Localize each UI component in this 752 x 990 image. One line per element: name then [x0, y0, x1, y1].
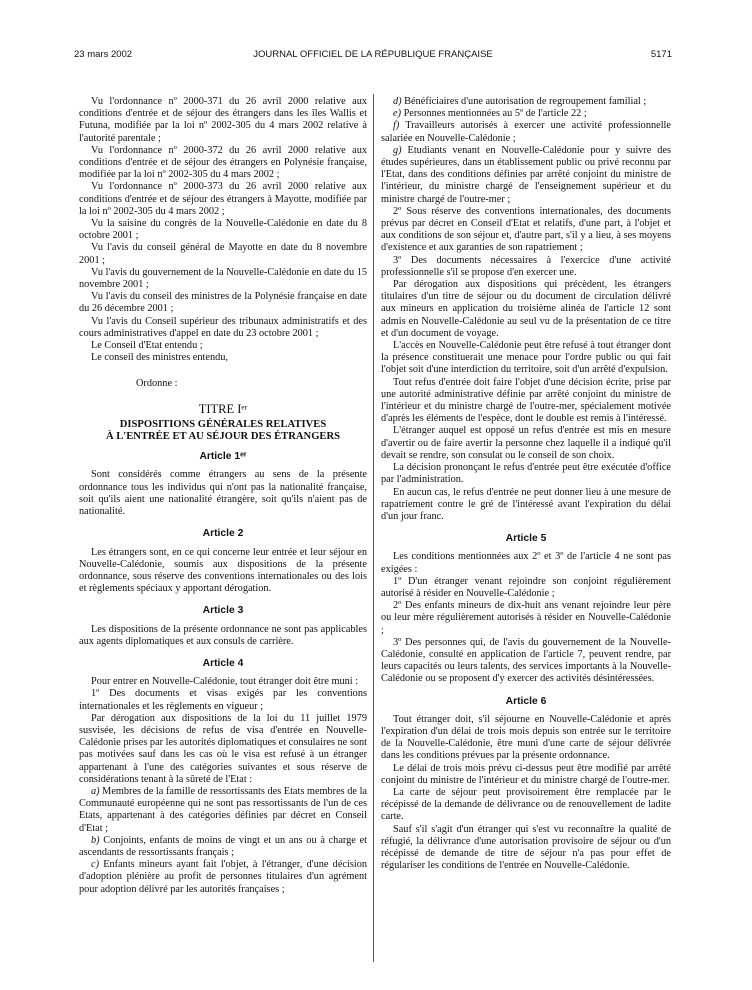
list-item-f [381, 120, 671, 144]
header-date: 23 mars 2002 [74, 49, 133, 60]
article-5-paragraph: 1º D'un étranger venant rejoindre son conjoint régulièrement autorisé à résider en Nouvelle-Calédonie ; [381, 575, 671, 599]
article-4-paragraph: En aucun cas, le refus d'entrée ne peut donner lieu à une mesure de rapatriement contre le gré de l'intéressé avant l'expiration du délai d'un jour franc. [381, 486, 671, 522]
article-5-heading: Article 5 [505, 533, 547, 545]
title-subheading-line: DISPOSITIONS GÉNÉRALES RELATIVES [119, 418, 327, 430]
item-text: Bénéficiaires d'une autorisation de regroupement familial ; [404, 96, 647, 107]
article-4-heading: Article 4 [202, 657, 244, 669]
list-item-g [381, 145, 671, 206]
article-6-paragraph: Tout étranger doit, s'il séjourne en Nouvelle-Calédonie et après l'expiration d'un délai de trois mois depuis son entrée sur le territoire de la Nouvelle-Calédonie, être muni d'une carte de séjour délivrée dans les conditions prévues par la présente ordonnance. [381, 713, 671, 762]
article-1-heading: Article 1ᵉʳ [199, 451, 247, 463]
list-item-d [381, 96, 671, 108]
article-6-paragraph: Sauf s'il s'agit d'un étranger qui s'est vu reconnaître la qualité de réfugié, la délivrance d'une autorisation provisoire de séjour ou d'un récépissé de demande de titre de séjour n'a pas pour effet de régulariser les conditions de l'entrée en Nouvelle-Calédonie. [381, 823, 671, 872]
item-label: b) [91, 834, 100, 846]
journal-title: JOURNAL OFFICIEL DE LA RÉPUBLIQUE FRANÇAISE [253, 49, 493, 60]
article-1-text: Sont considérés comme étrangers au sens de la présente ordonnance tous les individus qui n'ont pas la nationalité française, soit qu'ils aient une nationalité étrangère, soit qu'ils n'aient pas de nationalité. [79, 469, 367, 518]
article-4-paragraph: L'accès en Nouvelle-Calédonie peut être refusé à tout étranger dont la présence constituerait une menace pour l'ordre public ou qui fait l'objet soit d'une interdiction du territoire, soit d'un arrêté d'expulsion. [381, 340, 671, 376]
item-label: c) [91, 859, 99, 871]
item-text: Etudiants venant en Nouvelle-Calédonie pour y suivre des études supérieures, dans un établissement public ou privé reconnu par l'Etat, dans des conditions définies par arrêté conjoint du ministre de l'intérieur, du ministre chargé de l'enseignement supérieur et du ministre chargé de l'outre-mer ; [381, 144, 671, 205]
article-4-paragraph: 2º Sous réserve des conventions internationales, des documents prévus par décret en Conseil d'Etat et relatifs, d'une part, à l'objet et aux conditions de son séjour et, d'autre part, s'il y a lieu, à ses moyens d'existence et aux garanties de son rapatriement ; [381, 205, 671, 254]
article-2-heading: Article 2 [202, 528, 244, 540]
article-4-paragraph: La décision prononçant le refus d'entrée peut être exécutée d'office par l'administration. [381, 462, 671, 486]
article-4-paragraph: Pour entrer en Nouvelle-Calédonie, tout étranger doit être muni : [91, 676, 359, 688]
visa-paragraph: Vu l'avis du conseil des ministres de la Polynésie française en date du 26 décembre 2001 ; [79, 291, 367, 315]
item-text: Personnes mentionnées au 5º de l'article 22 ; [403, 108, 587, 120]
list-item-a [79, 786, 367, 835]
list-item-c [79, 859, 367, 896]
visa-paragraph: Vu la saisine du congrès de la Nouvelle-Calédonie en date du 8 octobre 2001 ; [79, 218, 367, 242]
article-4-paragraph: Par dérogation aux dispositions qui précèdent, les étrangers titulaires d'un titre de séjour ou du document de circulation délivré aux mineurs en application du troisième alinéa de l'article 12 sont admis en Nouvelle-Calédonie au seul vu de la présentation de ce titre et d'un document de voyage. [381, 279, 671, 339]
visa-paragraph: Vu l'ordonnance nº 2000-371 du 26 avril 2000 relative aux conditions d'entrée et de séjour des étrangers dans les îles Wallis et Futuna, modifiée par la loi nº 2002-305 du 4 mars 2002 relative à l'autorité parentale ; [79, 96, 367, 144]
article-4-paragraph: 1º Des documents et visas exigés par les conventions internationales et les règlements en vigueur ; [79, 688, 367, 712]
article-4-paragraph: Par dérogation aux dispositions de la loi du 11 juillet 1979 susvisée, les décisions de refus de visa d'entrée en Nouvelle-Calédonie prises par les autorités diplomatiques et consulaires ne sont pas motivées sauf dans les cas où le visa est refusé à un étranger appartenant à l'une des catégories suivantes et sous réserve de considérations tenant à la sûreté de l'Etat : [79, 712, 367, 785]
item-text: Conjoints, enfants de moins de vingt et un ans ou à charge et ascendants de ressortissants français ; [79, 834, 368, 858]
article-3-text: Les dispositions de la présente ordonnance ne sont pas applicables aux agents diplomatiques et aux consuls de carrière. [79, 623, 367, 647]
titre-heading: TITRE Iᵉʳ [198, 401, 248, 416]
title-subheading [79, 419, 367, 443]
article-4-paragraph: L'étranger auquel est opposé un refus d'entrée est mis en mesure d'avertir ou de faire avertir la personne chez laquelle il a indiqué qu'il devait se rendre, son consulat ou le conseil de son choix. [381, 425, 671, 461]
article-3-heading: Article 3 [202, 605, 244, 617]
visa-paragraph: Vu l'ordonnance nº 2000-373 du 26 avril 2000 relative aux conditions d'entrée et de séjour des étrangers à Mayotte, modifiée par la loi nº 2002-305 du 4 mars 2002 ; [79, 181, 367, 217]
article-5-paragraph: 3º Des personnes qui, de l'avis du gouvernement de la Nouvelle-Calédonie, consulté en application de l'article 7, peuvent rendre, par leurs capacités ou leurs talents, des services importants à la Nouvelle-Calédonie ou se proposent d'y exercer des activités désintéressées. [381, 636, 671, 685]
list-item-b [79, 835, 367, 859]
visa-paragraph: Vu l'avis du Conseil supérieur des tribunaux administratifs et des cours administratives d'appel en date du 23 octobre 2001 ; [79, 315, 367, 339]
article-2-text: Les étrangers sont, en ce qui concerne leur entrée et leur séjour en Nouvelle-Calédonie, soumis aux dispositions de la présente ordonnance, sous réserve des conventions internationales ou des lois et règlements spéciaux y apportant dérogation. [79, 546, 367, 595]
article-4-paragraph: 3º Des documents nécessaires à l'exercice d'une activité professionnelle s'il se propose d'en exercer une. [381, 254, 671, 278]
item-label: a) [91, 785, 100, 797]
item-text: Enfants mineurs ayant fait l'objet, à l'étranger, d'une décision d'adoption plénière au profit de personnes titulaires d'un agrément pour adoption délivré par les autorités françaises ; [79, 859, 367, 895]
article-5-paragraph: 2º Des enfants mineurs de dix-huit ans venant rejoindre leur père ou leur mère régulièrement autorisés à résider en Nouvelle-Calédonie ; [381, 600, 671, 636]
right-column [381, 96, 671, 872]
item-text: Membres de la famille de ressortissants des Etats membres de la Communauté européenne qui ne sont pas ressortissants de l'un de ces Etats, appartenant à des catégories définies par décret en Conseil d'Etat ; [79, 785, 367, 834]
page-number: 5171 [650, 49, 672, 60]
article-5-paragraph: Les conditions mentionnées aux 2º et 3º de l'article 4 ne sont pas exigées : [381, 551, 671, 575]
visa-paragraph: Le Conseil d'Etat entendu ; [91, 340, 203, 352]
ordonne-label: Ordonne : [136, 378, 178, 390]
visa-paragraph: Vu l'ordonnance nº 2000-372 du 26 avril 2000 relative aux conditions d'entrée et de séjour des étrangers en Polynésie française, modifiée par la loi nº 2002-305 du 4 mars 2002 ; [79, 144, 367, 181]
visa-paragraph: Le conseil des ministres entendu, [91, 352, 228, 364]
column-divider [373, 94, 374, 962]
page-header [74, 49, 672, 63]
article-6-heading: Article 6 [505, 695, 547, 707]
item-text: Travailleurs autorisés à exercer une activité professionnelle salariée en Nouvelle-Calédonie ; [381, 120, 671, 144]
article-6-paragraph: Le délai de trois mois prévu ci-dessus peut être modifié par arrêté conjoint du ministre de l'intérieur et du ministre chargé de l'outre-mer. [381, 762, 671, 786]
item-label: g) [393, 144, 402, 156]
article-4-paragraph: Tout refus d'entrée doit faire l'objet d'une décision écrite, prise par une autorité administrative définie par arrêté conjoint du ministre de l'intérieur et du ministre chargé de l'outre-mer, spécialement motivée d'après les éléments de l'espèce, dont le double est remis à l'intéressé. [381, 376, 671, 425]
item-label: d) [393, 96, 402, 107]
visa-paragraph: Vu l'avis du conseil général de Mayotte en date du 8 novembre 2001 ; [79, 242, 367, 266]
list-item-e [381, 108, 671, 120]
item-label: e) [393, 108, 401, 120]
item-label: f) [393, 120, 400, 132]
left-column [79, 96, 367, 896]
article-6-paragraph: La carte de séjour peut provisoirement être remplacée par le récépissé de la demande de délivrance ou de renouvellement de ladite carte. [381, 786, 671, 823]
title-subheading-line: À L'ENTRÉE ET AU SÉJOUR DES ÉTRANGERS [105, 431, 341, 443]
visa-paragraph: Vu l'avis du gouvernement de la Nouvelle-Calédonie en date du 15 novembre 2001 ; [79, 266, 367, 291]
